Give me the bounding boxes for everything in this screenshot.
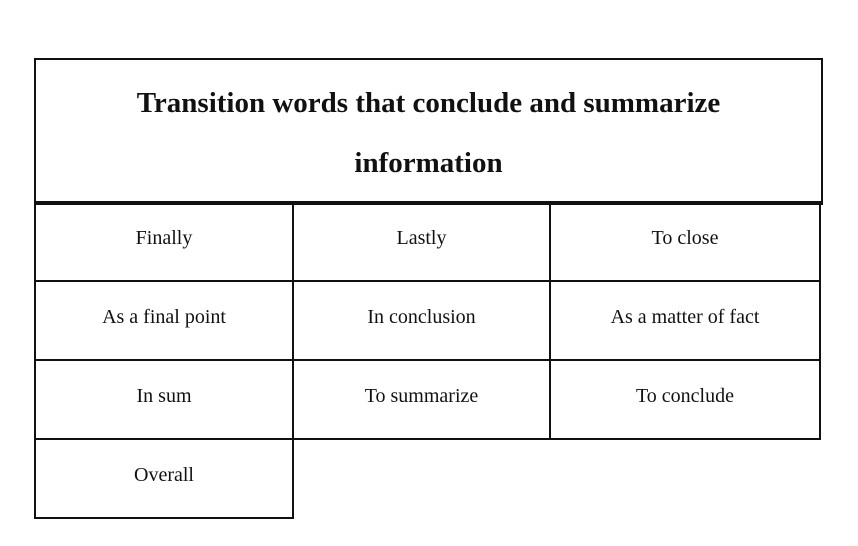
table-cell: As a final point [34,280,294,361]
table-cell: Finally [34,201,294,282]
table-cell: In sum [34,359,294,440]
table-title: Transition words that conclude and summarize information [136,86,721,179]
table-cell: Lastly [292,201,551,282]
table-cell: Overall [34,438,294,519]
table-cell: As a matter of fact [549,280,821,361]
transition-words-table [34,58,821,519]
table-cell: To conclude [549,359,821,440]
table-cell: To summarize [292,359,551,440]
table-title-cell [34,58,823,205]
table-cell: In conclusion [292,280,551,361]
table-cell: To close [549,201,821,282]
